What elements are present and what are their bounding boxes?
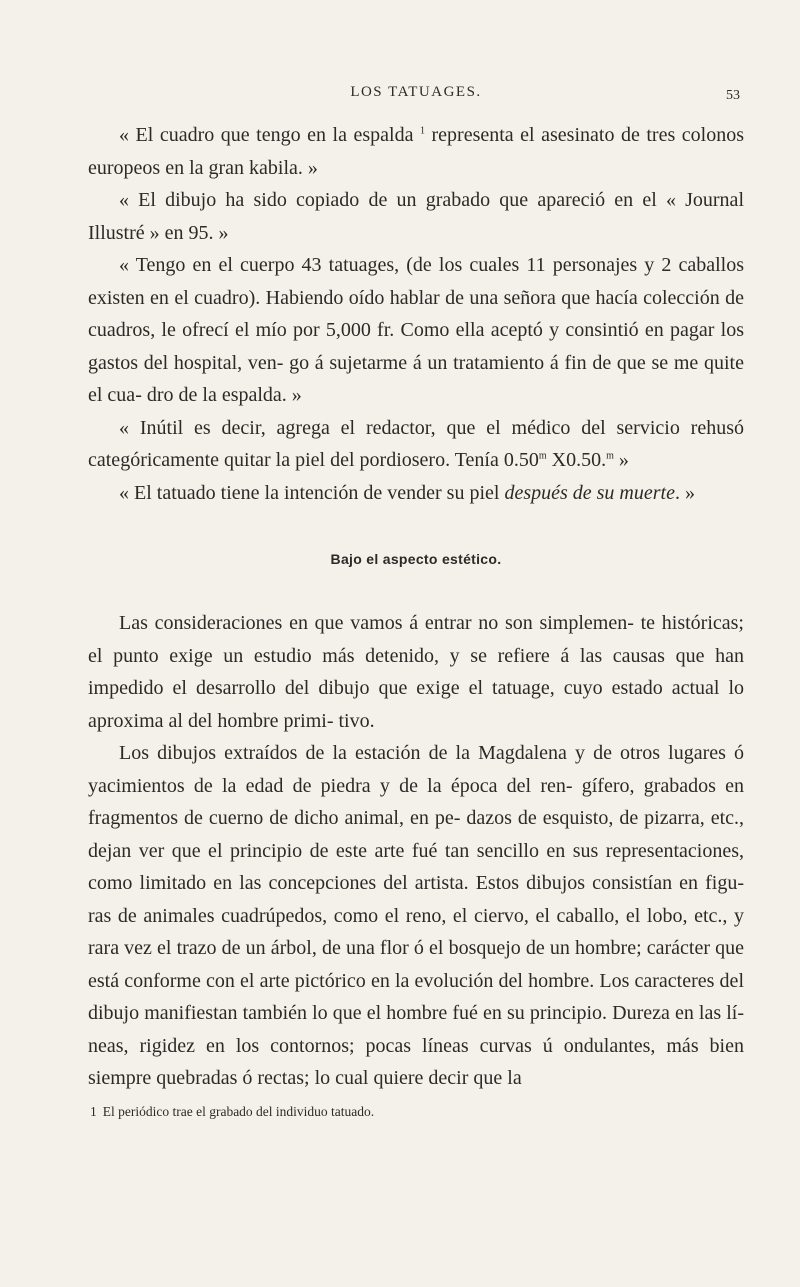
paragraph: « El cuadro que tengo en la espalda $^1$ representa el asesinato de tres colonos europeos en la gran kabila. » [88,124,744,179]
body-text-bottom [88,607,744,1095]
paragraph: Las consideraciones en que vamos á entrar no son simplemen- te históricas; el punto exige un estudio más detenido, y se refiere á las causas que han impedido el desarrollo del dibujo que exige el tatuage, cuyo estado actual lo aproxima al del hombre primi- tivo. [88,612,744,732]
footnote-text: El periódico trae el grabado del individuo tatuado. [102,1103,375,1119]
paragraph: « El tatuado tiene la intención de vender su piel después de su muerte. » [119,481,695,504]
paragraph: « Inútil es decir, agrega el redactor, que el médico del servicio rehusó categóricamente quitar la piel del pordiosero. Tenía 0.50$^m$ X0.50.$^m$ » [88,416,744,471]
paragraph: « Tengo en el cuerpo 43 tatuages, (de los cuales 11 personajes y 2 caballos existen en el cuadro). Habiendo oído hablar de una señora que hacía colección de cuadros, le ofrecí el mío por 5,000 fr. Como ella aceptó y consintió en pagar los gastos del hospital, ven- go á sujetarme á un tratamiento á fin de que se me quite el cua- dro de la espalda. » [88,254,744,406]
page-number: 53 [726,88,740,103]
section-heading: Bajo el aspecto estético. [330,551,502,567]
paragraph: Los dibujos extraídos de la estación de la Magdalena y de otros lugares ó yacimientos de la edad de piedra y de la época del ren- gífero, grabados en fragmentos de cuerno de dicho animal, en pe- dazos de esquisto, de pizarra, etc., dejan ver que el principio de este arte fué tan sencillo en sus representaciones, como limitado en las concepciones del artista. Estos dibujos consistían en figu- ras de animales cuadrúpedos, como el reno, el ciervo, el caballo, el lobo, etc., y rara vez el trazo de un árbol, de una flor ó el bosquejo de un hombre; carácter que está conforme con el arte pictórico en la evolución del hombre. Los caracteres del dibujo manifiestan también lo que el hombre fué en su principio. Dureza en las lí- neas, rigidez en los contornos; pocas líneas curvas ú ondulantes, más bien siempre quebradas ó rectas; lo cual quiere decir que la [88,742,744,1089]
footnote-number: 1 [90,1103,97,1119]
body-text-top [88,119,744,509]
running-title: LOS TATUAGES. [350,84,482,100]
paragraph: « El dibujo ha sido copiado de un grabado que apareció en el « Journal Illustré » en 95. » [88,189,744,244]
book-page [88,84,744,1121]
running-head [88,84,744,114]
footnote [88,1103,744,1121]
